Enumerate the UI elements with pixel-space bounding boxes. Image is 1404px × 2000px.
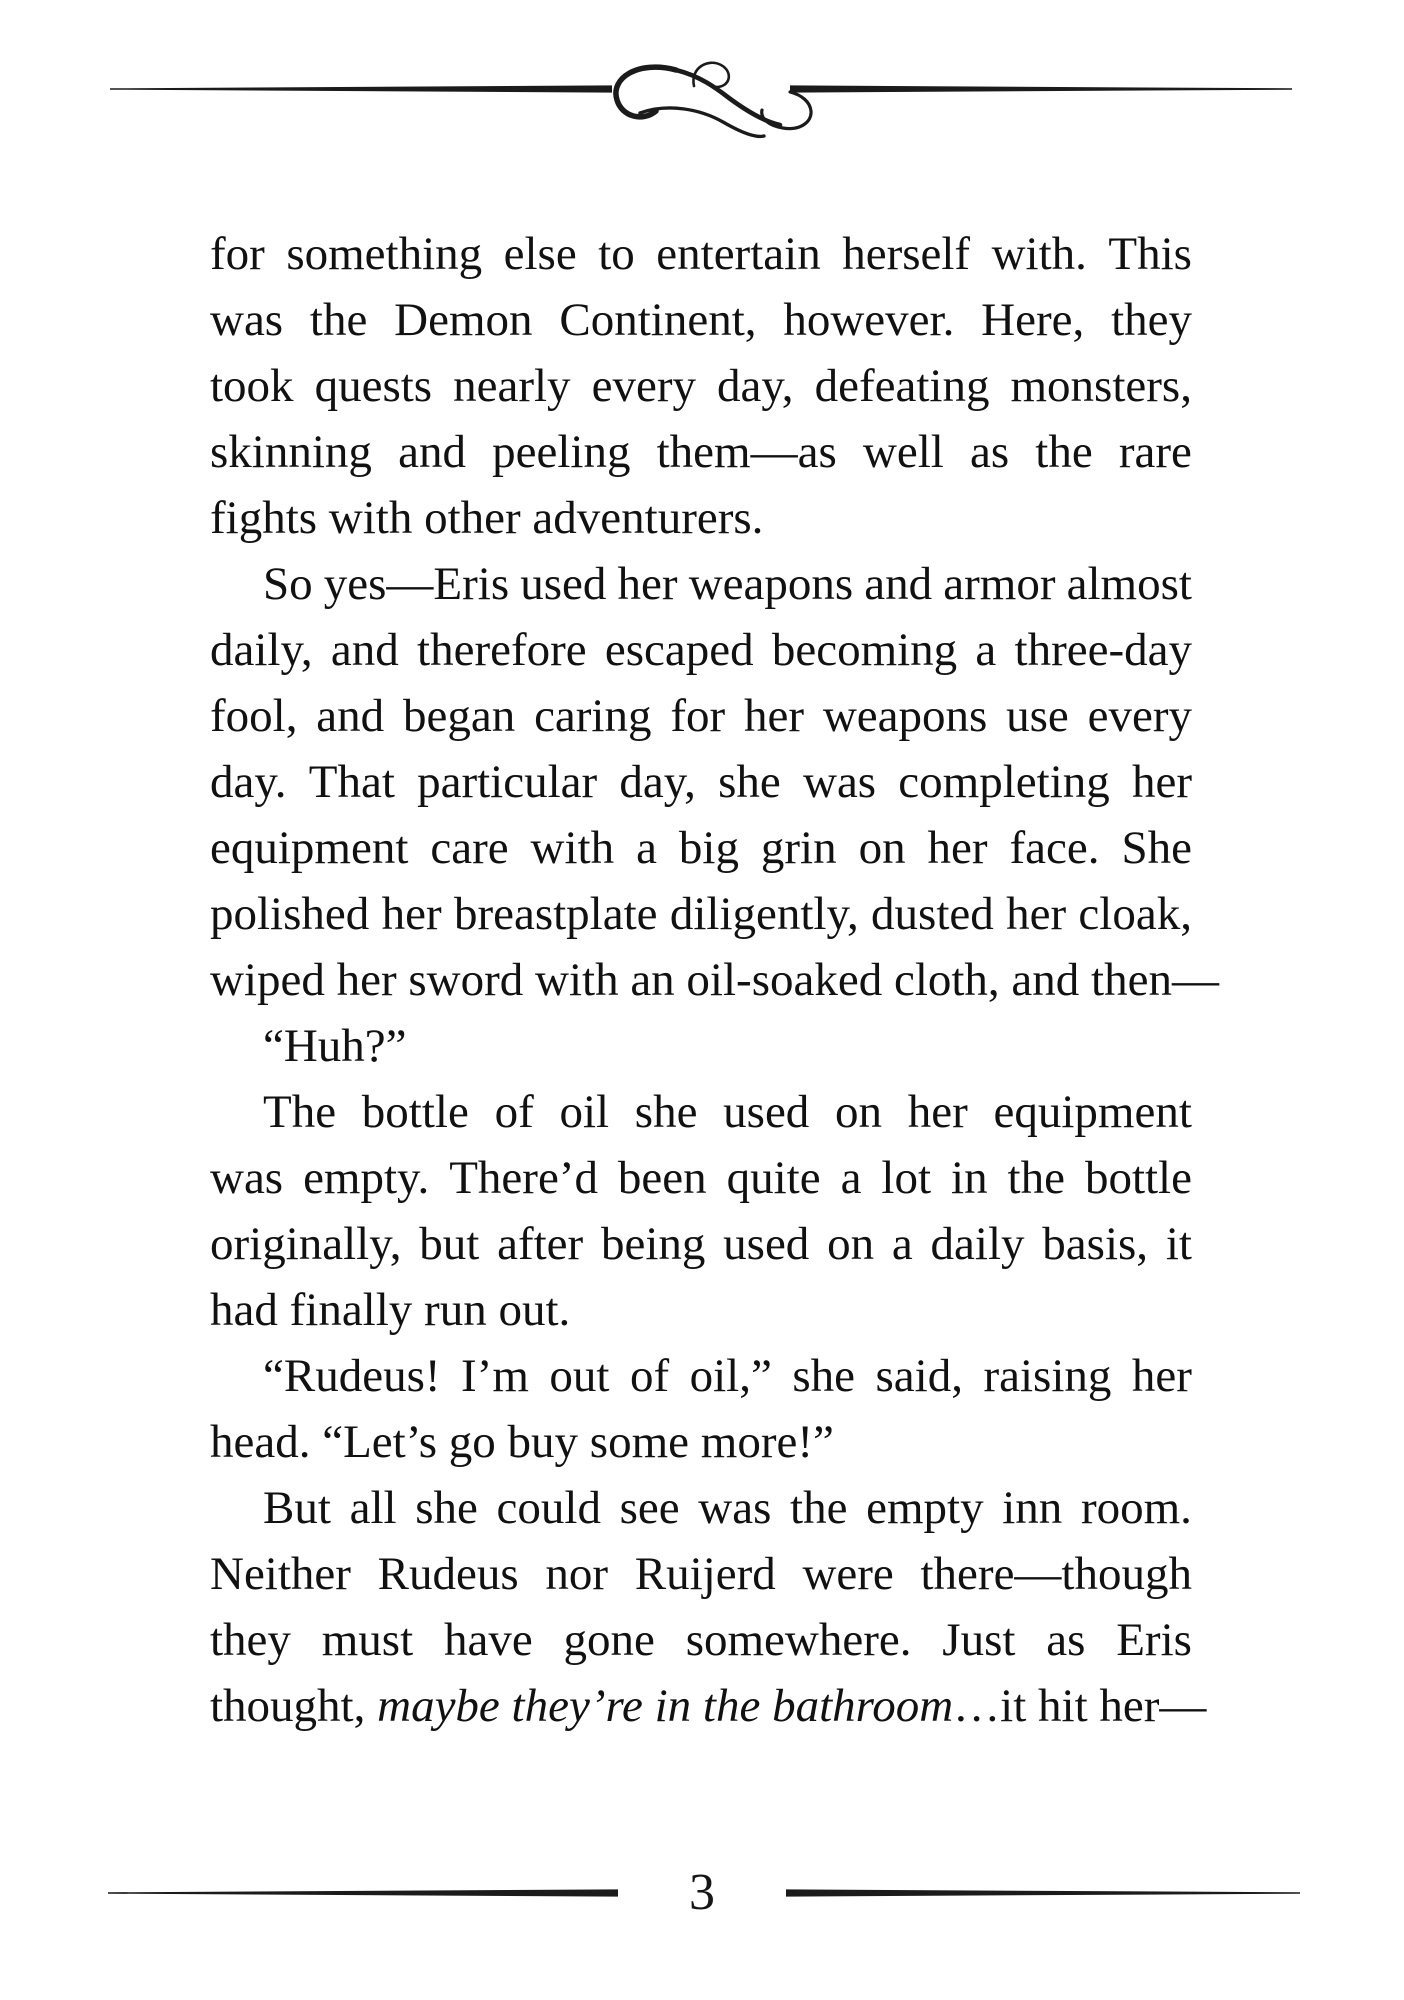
word: for [210,228,265,280]
word: on [835,1086,883,1138]
word: equipment [210,822,409,874]
word: empty [866,1482,984,1534]
word: the [1007,1152,1065,1204]
word: herself [842,228,971,280]
word: could [496,1482,601,1534]
word: gone [563,1614,655,1666]
word: There’d [449,1152,598,1204]
word: but [419,1218,480,1270]
word: grin [760,822,837,874]
text-line [210,749,1192,815]
word: her [1131,1350,1192,1402]
text-segment: fights with other adventurers. [210,492,764,544]
text-segment: wiped her sword with an oil-soaked cloth, and then— [210,954,1219,1006]
word: them—as [656,426,837,478]
word: quests [314,360,433,412]
word: of [494,1086,534,1138]
text-segment: “Huh?” [263,1020,407,1072]
text-segment: had finally run out. [210,1284,571,1336]
word: daily, [210,624,313,676]
word: been [617,1152,707,1204]
word: somewhere. [685,1614,912,1666]
word: and [330,624,399,676]
word: was [210,294,284,346]
word: a [975,624,997,676]
word: equipment [993,1086,1192,1138]
word: as [1046,1614,1086,1666]
word: fool, [210,690,298,742]
word: She [1121,822,1192,874]
word: oil [559,1086,610,1138]
word: But [263,1482,331,1534]
word: and [864,558,933,610]
word: breastplate [453,888,658,940]
chapter-divider [0,40,1404,170]
word: every [591,360,696,412]
word: nor [545,1548,609,1600]
word: particular [417,756,598,808]
word: on [858,822,906,874]
word: was [803,756,877,808]
word: of [629,1350,670,1402]
word: caring [534,690,652,742]
word: oil,” [689,1350,772,1402]
text-line [210,683,1192,749]
word: used [723,1218,810,1270]
text-line [210,815,1192,881]
word: care [430,822,509,874]
word: Demon [394,294,533,346]
word: Rudeus [377,1548,519,1600]
word: her [1006,888,1067,940]
text-segment: …it hit her— [953,1680,1207,1732]
word: yes—Eris [323,558,510,610]
word: on [827,1218,875,1270]
word: and [316,690,385,742]
word: day, [717,360,794,412]
word: in [951,1152,988,1204]
word: her [907,1086,968,1138]
word: entertain [656,228,821,280]
word: they [1111,294,1192,346]
page-number: 3 [689,1864,715,1921]
text-line [210,617,1192,683]
word: there—though [920,1548,1192,1600]
word: being [600,1218,706,1270]
word: a [840,1152,862,1204]
word: becoming [771,624,958,676]
word: originally, [210,1218,402,1270]
word: her [381,888,442,940]
word: after [497,1218,584,1270]
word: defeating [814,360,990,412]
text-segment: thought, [210,1680,378,1732]
word: took [210,360,294,412]
flourish-ornament [616,63,811,137]
header-rule-right [790,85,1292,92]
word: bottle [1084,1152,1192,1204]
text-line [210,221,1192,287]
word: Here, [981,294,1085,346]
word: I’m [461,1350,529,1402]
word: a [891,1218,913,1270]
text-line [210,1079,1192,1145]
body-text [210,221,1219,1739]
word: polished [210,888,370,940]
word: for [670,690,726,742]
word: said, [875,1350,963,1402]
word: This [1108,228,1192,280]
word: see [619,1482,680,1534]
word: day, [619,756,696,808]
word: The [263,1086,337,1138]
word: nearly [453,360,571,412]
word: raising [983,1350,1112,1402]
word: was [210,1152,284,1204]
word: empty. [303,1152,430,1204]
word: used [520,558,607,610]
word: almost [1066,558,1192,610]
word: Ruijerd [634,1548,776,1600]
word: “Rudeus! [263,1350,441,1402]
word: her [1131,756,1192,808]
word: face. [1009,822,1100,874]
text-segment: maybe they’re in the bathroom [377,1680,954,1732]
text-line [210,1475,1192,1541]
text-line [210,881,1192,947]
text-line [210,1145,1192,1211]
word: quite [726,1152,821,1204]
word: armor [943,558,1056,610]
word: was [698,1482,772,1534]
text-line [210,551,1192,617]
word: lot [881,1152,932,1204]
text-line [210,1607,1192,1673]
word: skinning [210,426,372,478]
word: she [634,1086,698,1138]
text-line [210,353,1192,419]
word: used [723,1086,810,1138]
word: have [443,1614,533,1666]
word: well [862,426,944,478]
word: So [263,558,313,610]
word: cloak, [1078,888,1192,940]
word: three-day [1014,624,1192,676]
word: however. [783,294,955,346]
word: her [927,822,988,874]
word: she [718,756,781,808]
text-line [210,485,1192,551]
word: her [617,558,678,610]
header-rule-left [110,85,612,92]
word: Continent, [559,294,757,346]
text-line [210,1277,1192,1343]
word: the [790,1482,848,1534]
word: else [503,228,577,280]
word: she [792,1350,855,1402]
word: use [1006,690,1069,742]
word: rare [1118,426,1192,478]
word: to [598,228,635,280]
word: big [678,822,739,874]
word: they [210,1614,291,1666]
word: she [415,1482,478,1534]
word: monsters, [1010,360,1192,412]
text-line [210,1343,1192,1409]
word: every [1087,690,1192,742]
word: weapons [822,690,988,742]
word: escaped [604,624,754,676]
text-line [210,1409,1192,1475]
text-line [210,419,1192,485]
word: bottle [361,1086,469,1138]
text-line [210,287,1192,353]
word: weapons [688,558,854,610]
word: day. [210,756,287,808]
word: began [403,690,516,742]
word: Just [942,1614,1016,1666]
word: peeling [492,426,631,478]
word: it [1165,1218,1192,1270]
word: with. [991,228,1087,280]
word: must [321,1614,414,1666]
word: therefore [417,624,587,676]
word: Neither [210,1548,351,1600]
word: the [309,294,368,346]
word: dusted [871,888,994,940]
word: room. [1080,1482,1192,1534]
word: basis, [1042,1218,1149,1270]
text-line [210,1211,1192,1277]
word: Eris [1116,1614,1192,1666]
word: her [743,690,804,742]
word: were [802,1548,894,1600]
text-segment: head. “Let’s go buy some more!” [210,1416,834,1468]
word: out [549,1350,610,1402]
text-line [210,1013,1192,1079]
word: all [349,1482,397,1534]
word: the [1035,426,1093,478]
word: something [286,228,483,280]
text-line [210,1673,1207,1739]
text-line [210,947,1219,1013]
word: That [308,756,395,808]
word: diligently, [669,888,859,940]
word: inn [1002,1482,1063,1534]
word: daily [930,1218,1025,1270]
word: completing [898,756,1110,808]
word: as [969,426,1010,478]
word: a [636,822,657,874]
text-line [210,1541,1192,1607]
word: with [530,822,615,874]
word: and [398,426,466,478]
